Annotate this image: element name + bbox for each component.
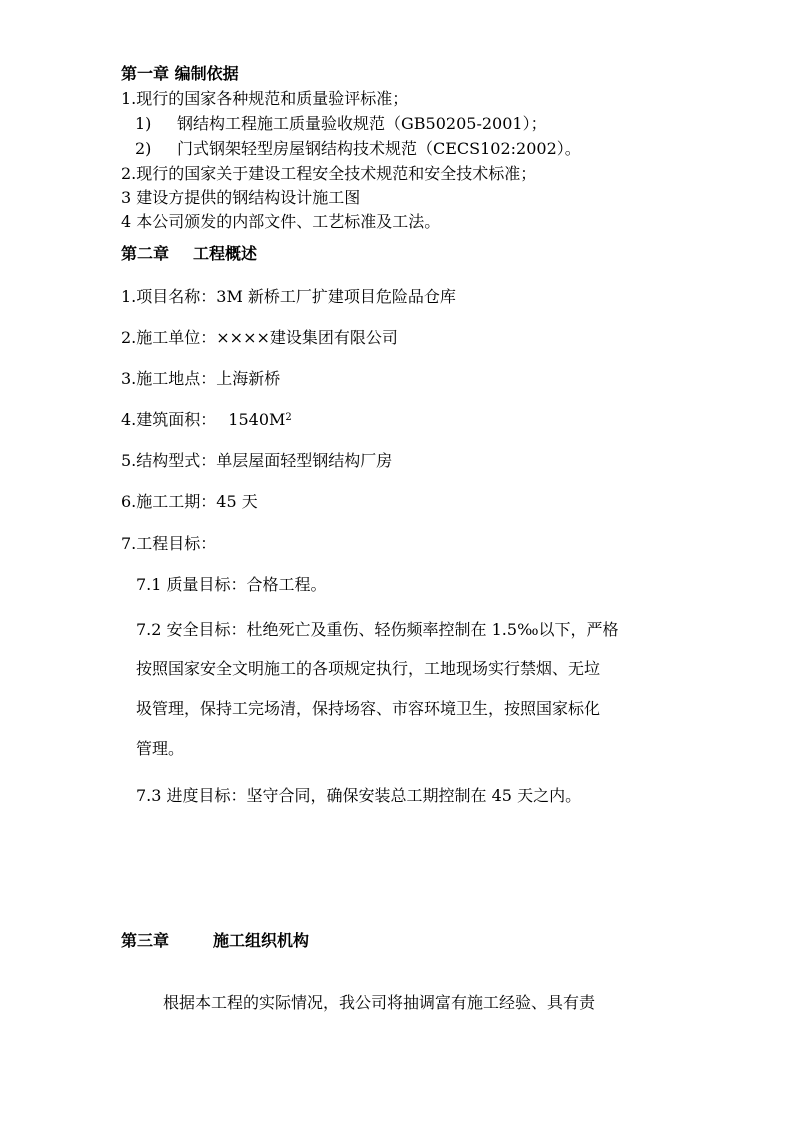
chapter-1-subitem-number: 2) (135, 139, 152, 158)
goal-item: 7.1 质量目标：合格工程。 (136, 575, 327, 594)
chapter-2-title: 工程概述 (193, 244, 258, 263)
goal-item-continued: 圾管理，保持工完场清，保持场容、市容环境卫生，按照国家标化 (136, 699, 601, 718)
chapter-1-subitem: 门式钢架轻型房屋钢结构技术规范（CECS102:2002）。 (177, 139, 581, 158)
project-name: 1.项目名称：3M 新桥工厂扩建项目危险品仓库 (121, 287, 456, 306)
contractor: 2.施工单位：××××建设集团有限公司 (121, 328, 398, 347)
chapter-1-item: 2.现行的国家关于建设工程安全技术规范和安全技术标准； (121, 164, 537, 183)
chapter-3-heading (121, 931, 309, 951)
goal-item-continued: 管理。 (136, 739, 185, 758)
chapter-1-item: 1.现行的国家各种规范和质量验评标准； (121, 89, 409, 108)
building-area (121, 410, 292, 430)
chapter-1-subitem: 钢结构工程施工质量验收规范（GB50205-2001）； (177, 114, 547, 133)
building-area-label: 4.建筑面积： (121, 410, 217, 429)
location: 3.施工地点：上海新桥 (121, 369, 281, 388)
goals-heading: 7.工程目标： (121, 534, 217, 553)
chapter-3-title: 施工组织机构 (213, 931, 310, 950)
chapter-1-title: 第一章 编制依据 (121, 64, 239, 83)
chapter-2-label: 第二章 (121, 244, 170, 263)
chapter-1-item: 4 本公司颁发的内部文件、工艺标准及工法。 (121, 212, 441, 231)
structure-type: 5.结构型式：单层屋面轻型钢结构厂房 (121, 451, 393, 470)
building-area-unit-superscript: 2 (285, 412, 292, 423)
chapter-3-label: 第三章 (121, 931, 170, 950)
chapter-3-intro: 根据本工程的实际情况，我公司将抽调富有施工经验、具有责 (163, 993, 596, 1012)
goal-item: 7.3 进度目标：坚守合同，确保安装总工期控制在 45 天之内。 (136, 786, 582, 805)
goal-item: 7.2 安全目标：杜绝死亡及重伤、轻伤频率控制在 1.5‰以下，严格 (136, 620, 619, 639)
construction-duration: 6.施工工期：45 天 (121, 492, 258, 511)
building-area-value: 1540M (228, 410, 286, 429)
chapter-2-heading (121, 244, 257, 264)
chapter-1-item: 3 建设方提供的钢结构设计施工图 (121, 188, 361, 207)
chapter-1-subitem-number: 1) (135, 114, 152, 133)
goal-item-continued: 按照国家安全文明施工的各项规定执行，工地现场实行禁烟、无垃 (136, 659, 601, 678)
